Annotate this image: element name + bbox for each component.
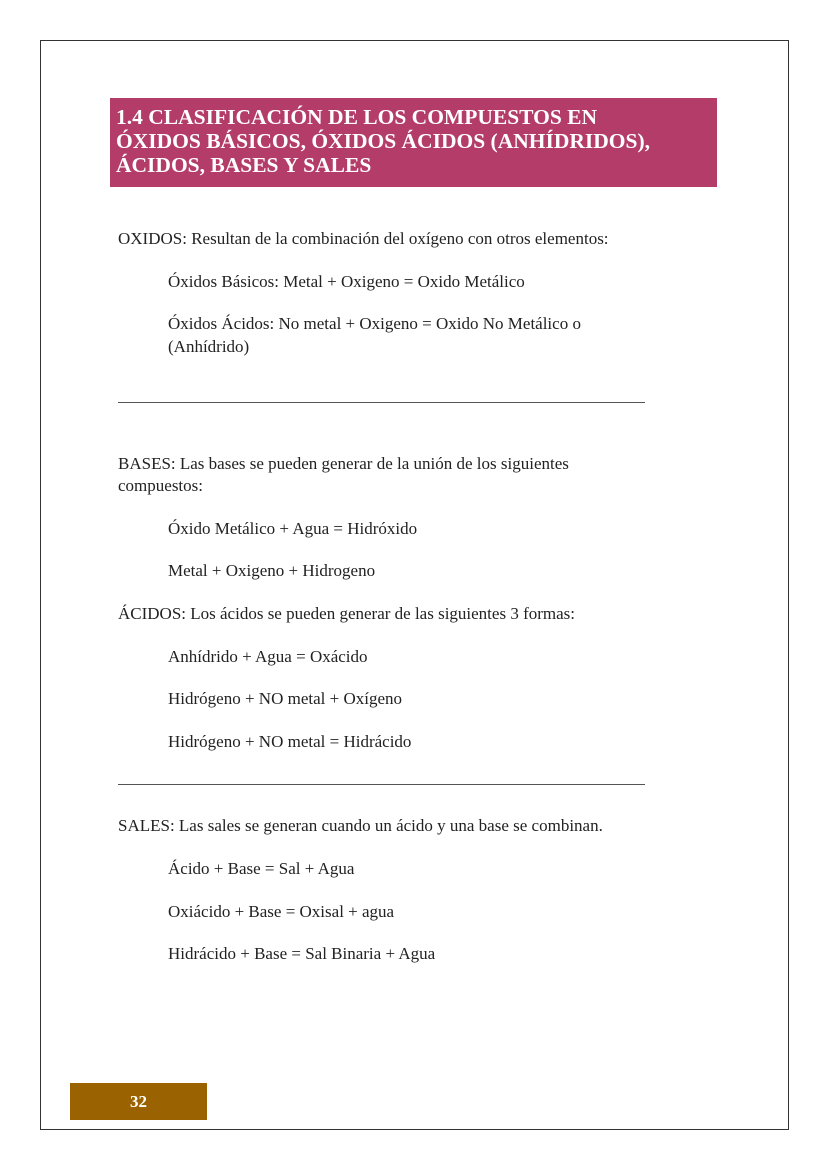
bases-item: Óxido Metálico + Agua = Hidróxido xyxy=(168,519,418,538)
page-number: 32 xyxy=(70,1083,207,1120)
oxidos-item: Óxidos Ácidos: No metal + Oxigeno = Oxido No Metálico o xyxy=(168,314,581,333)
page-border xyxy=(40,40,789,1130)
oxidos-item: (Anhídrido) xyxy=(168,337,250,356)
sales-item: Ácido + Base = Sal + Agua xyxy=(168,859,355,878)
bases-intro: BASES: Las bases se pueden generar de la unión de los siguientes xyxy=(118,454,569,473)
sales-item: Hidrácido + Base = Sal Binaria + Agua xyxy=(168,944,436,963)
divider xyxy=(118,402,645,403)
oxidos-item: Óxidos Básicos: Metal + Oxigeno = Oxido Metálico xyxy=(168,272,525,291)
oxidos-intro: OXIDOS: Resultan de la combinación del oxígeno con otros elementos: xyxy=(118,229,609,248)
sales-intro: SALES: Las sales se generan cuando un ácido y una base se combinan. xyxy=(118,816,603,835)
heading-line: ÓXIDOS BÁSICOS, ÓXIDOS ÁCIDOS (ANHÍDRIDOS), xyxy=(116,129,651,153)
acidos-item: Hidrógeno + NO metal = Hidrácido xyxy=(168,732,412,751)
sales-item: Oxiácido + Base = Oxisal + agua xyxy=(168,902,395,921)
heading-line: 1.4 CLASIFICACIÓN DE LOS COMPUESTOS EN xyxy=(116,105,598,129)
divider xyxy=(118,784,645,785)
bases-intro: compuestos: xyxy=(118,476,203,495)
section-heading xyxy=(110,98,717,187)
acidos-item: Anhídrido + Agua = Oxácido xyxy=(168,647,368,666)
acidos-intro: ÁCIDOS: Los ácidos se pueden generar de las siguientes 3 formas: xyxy=(118,604,575,623)
heading-line: ÁCIDOS, BASES Y SALES xyxy=(116,153,372,177)
acidos-item: Hidrógeno + NO metal + Oxígeno xyxy=(168,689,402,708)
bases-item: Metal + Oxigeno + Hidrogeno xyxy=(168,561,376,580)
